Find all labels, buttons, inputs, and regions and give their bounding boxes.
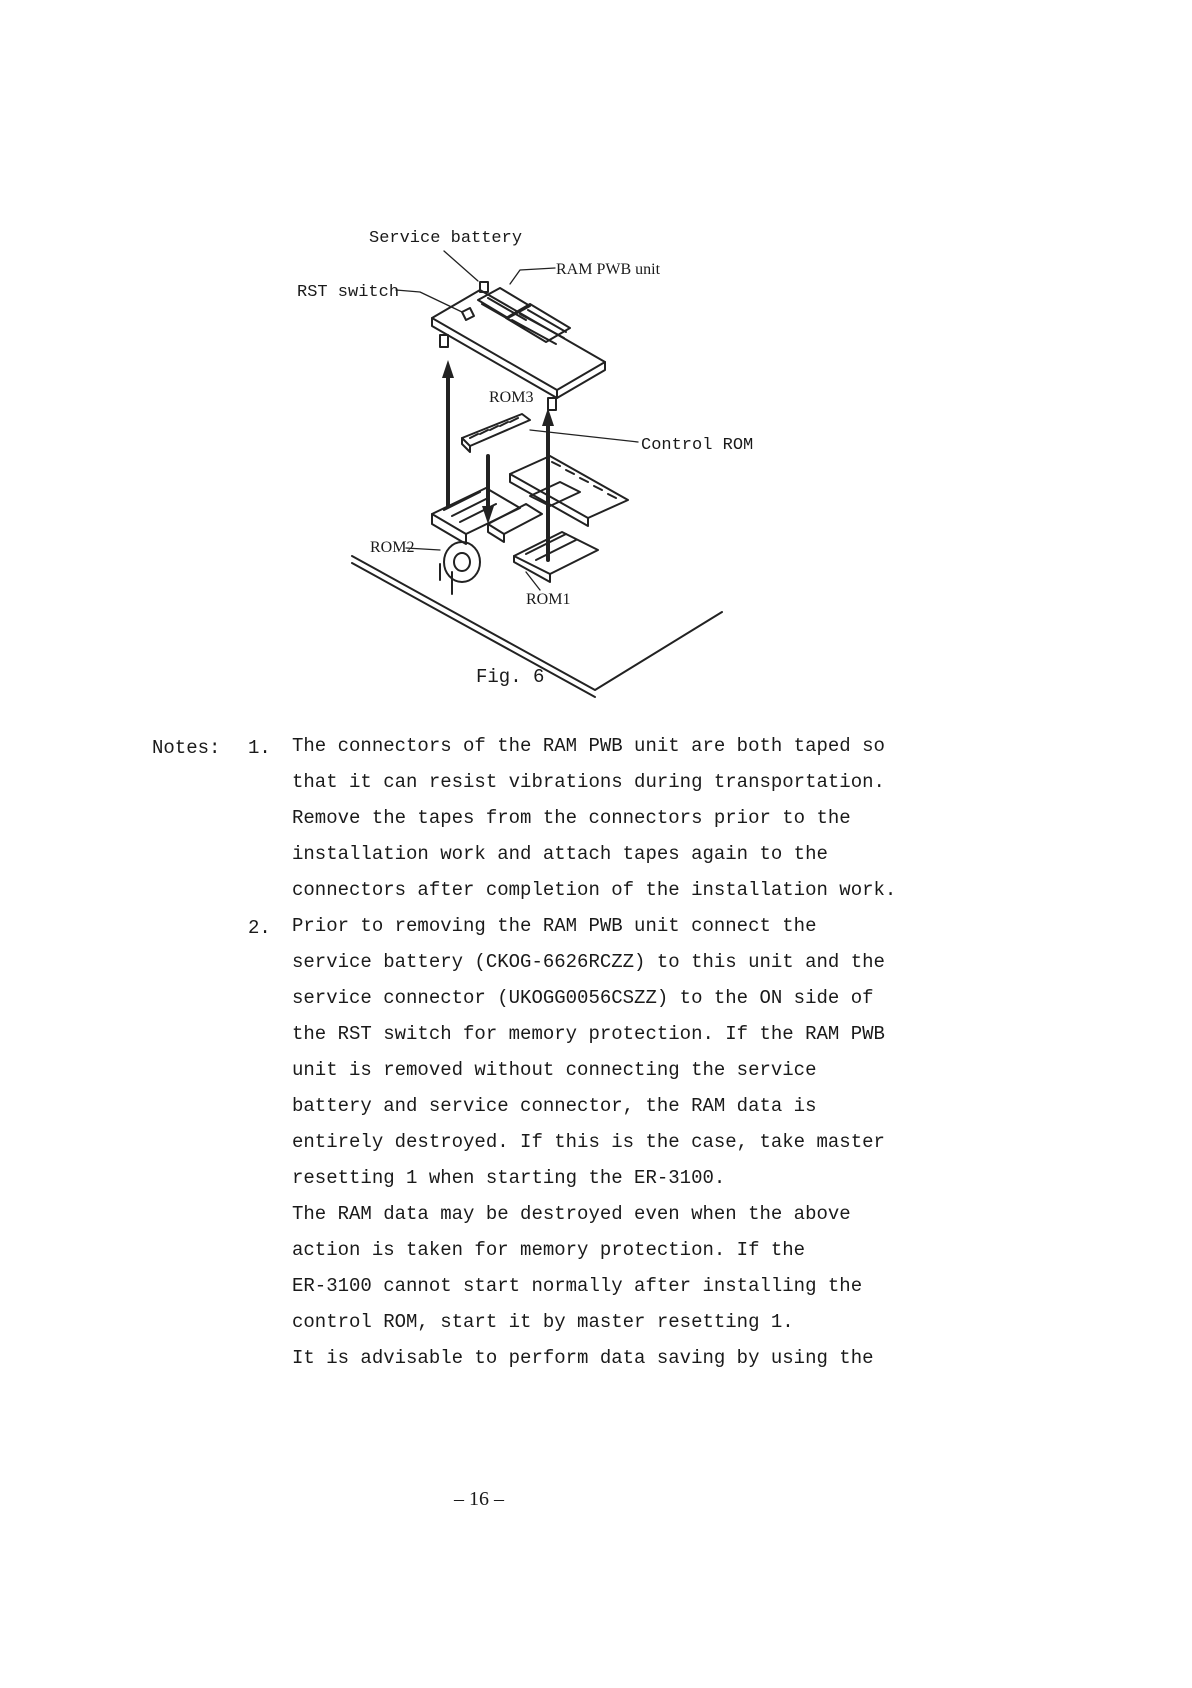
note-2-line: action is taken for memory protection. If the xyxy=(292,1239,806,1261)
note-2-line: resetting 1 when starting the ER-3100. xyxy=(292,1167,726,1189)
fig6-diagram xyxy=(0,0,1192,720)
notes-heading: Notes: xyxy=(152,737,221,759)
note-2-line: service connector (UKOGG0056CSZZ) to the ON side of xyxy=(292,987,874,1009)
note-1-line: installation work and attach tapes again to the xyxy=(292,843,828,865)
rom3-socket xyxy=(488,504,542,542)
label-rst-switch: RST switch xyxy=(297,283,400,302)
note-2-line: The RAM data may be destroyed even when the above xyxy=(292,1203,851,1225)
figure-caption: Fig. 6 xyxy=(476,666,545,688)
rst-switch xyxy=(462,308,474,320)
note-2-line: service battery (CKOG-6626RCZZ) to this unit and the xyxy=(292,951,885,973)
service-battery-drawing xyxy=(440,542,480,594)
note-number-2: 2. xyxy=(248,917,271,939)
label-rom3: ROM3 xyxy=(489,389,534,406)
label-rom2: ROM2 xyxy=(370,539,415,556)
label-service-battery: Service battery xyxy=(369,229,523,248)
note-1-line: The connectors of the RAM PWB unit are both taped so xyxy=(292,735,885,757)
label-control-rom: Control ROM xyxy=(641,436,754,455)
note-2-line: battery and service connector, the RAM data is xyxy=(292,1095,817,1117)
label-rom1: ROM1 xyxy=(526,591,571,608)
note-2-line: control ROM, start it by master resetting 1. xyxy=(292,1311,794,1333)
note-1-line: Remove the tapes from the connectors prior to the xyxy=(292,807,851,829)
rom1-socket xyxy=(514,532,598,582)
note-1-line: that it can resist vibrations during transportation. xyxy=(292,771,885,793)
label-ram-pwb-unit: RAM PWB unit xyxy=(556,261,661,278)
note-number-1: 1. xyxy=(248,737,271,759)
note-2-line: It is advisable to perform data saving by using the xyxy=(292,1347,874,1369)
note-2-line: unit is removed without connecting the service xyxy=(292,1059,817,1081)
note-2-line: Prior to removing the RAM PWB unit connect the xyxy=(292,915,817,937)
note-1-line: connectors after completion of the installation work. xyxy=(292,879,897,901)
control-rom-chip xyxy=(462,414,530,452)
control-rom-socket xyxy=(510,456,628,526)
page-number: – 16 – xyxy=(454,1488,504,1510)
note-2-line: entirely destroyed. If this is the case, take master xyxy=(292,1131,885,1153)
rom2-socket xyxy=(432,488,520,544)
note-2-line: ER-3100 cannot start normally after installing the xyxy=(292,1275,863,1297)
note-2-line: the RST switch for memory protection. If the RAM PWB xyxy=(292,1023,885,1045)
